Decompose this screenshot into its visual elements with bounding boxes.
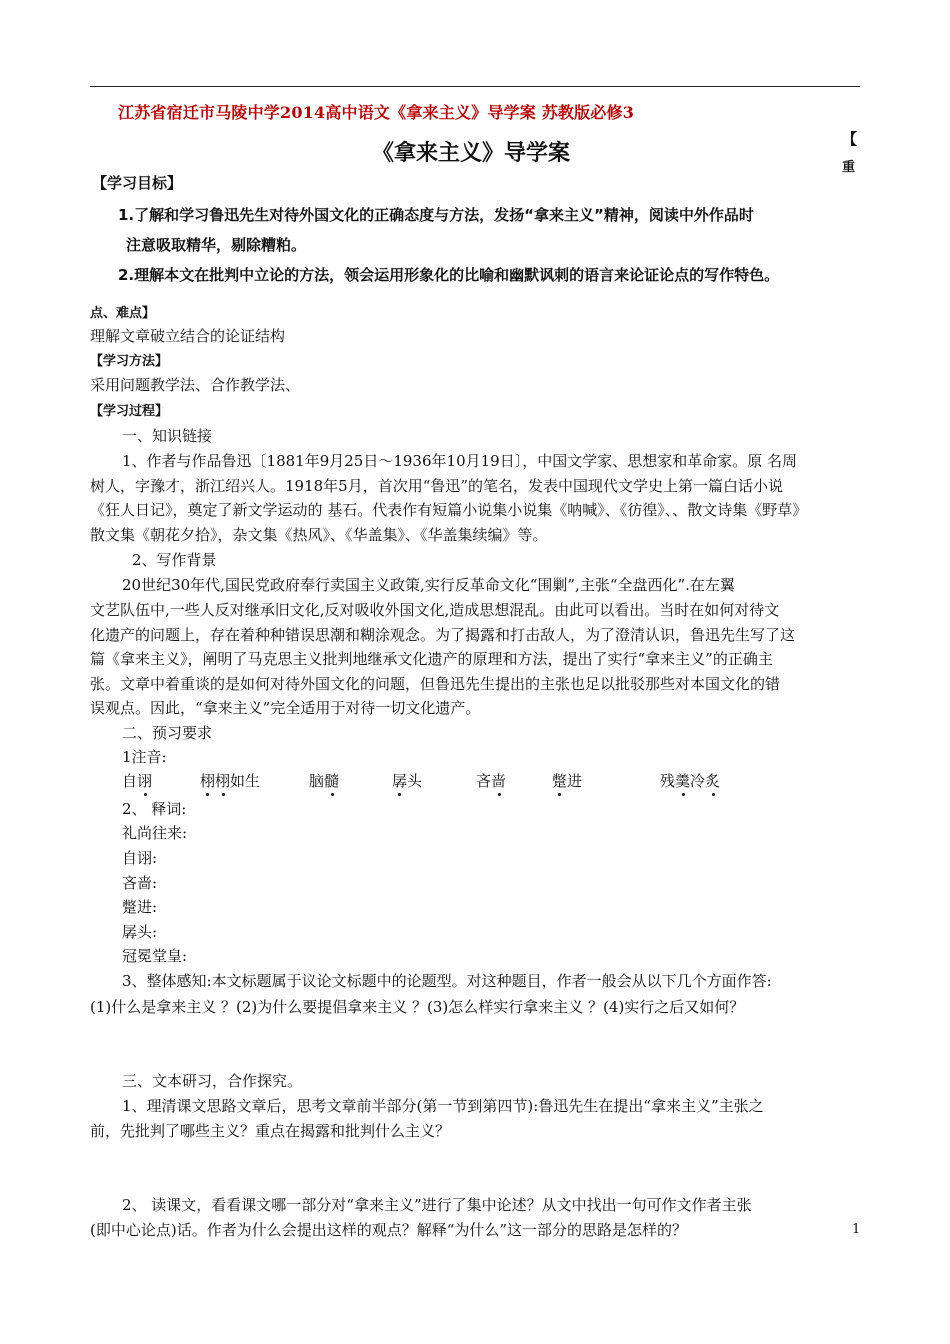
methods-text: 采用问题教学法、合作教学法、 [90, 376, 301, 394]
section-text-study: 三、文本研习，合作探究。 [122, 1072, 303, 1090]
background-paragraph-line: 张。文章中着重谈的是如何对待外国文化的问题，但鲁迅先生提出的主张也足以批驳那些对本国文化的错 [90, 675, 781, 693]
document-source-title: 江苏省宿迁市马陵中学2014高中语文《拿来主义》导学案 苏教版必修3 [118, 103, 635, 122]
definition-heading: 2、 释词: [122, 800, 187, 818]
pron-word: 吝啬 [476, 770, 506, 791]
author-paragraph-line: 散文集《朝花夕拾》，杂文集《热风》、《华盖集》、《华盖集续编》等。 [90, 526, 548, 544]
author-paragraph-line: 《狂人日记》，奠定了新文学运动的 基石。代表作有短篇小说集小说集《呐喊》、《彷徨》、、散文诗集《野草》 [90, 501, 808, 519]
margin-note-bracket: 【 [842, 130, 858, 148]
header-rule [90, 86, 860, 87]
key-points-text: 理解文章破立结合的论证结构 [90, 327, 286, 345]
pronunciation-heading: 1注音: [122, 748, 167, 766]
pron-word: 栩栩如生 [200, 770, 260, 791]
definition-item: 冠冕堂皇: [122, 947, 188, 965]
goal-item-2: 2.理解本文在批判中立论的方法，领会运用形象化的比喻和幽默讽刺的语言来论证论点的写作特色。 [118, 266, 780, 284]
section-preview: 二、预习要求 [122, 724, 213, 742]
page-number: 1 [852, 1222, 861, 1237]
document-title: 《拿来主义》导学案 [372, 141, 571, 166]
question-1-line: 1、理清课文思路文章后，思考文章前半部分(第一节到第四节):鲁迅先生在提出“拿来主义”主张之 [122, 1097, 764, 1115]
goal-item-1-cont: 注意吸取精华，剔除糟粕。 [126, 236, 307, 254]
author-paragraph-line: 1、作者与作品鲁迅〔1881年9月25日～1936年10月19日〕，中国文学家、思想家和革命家。原 名周 [122, 452, 797, 470]
background-heading: 2、写作背景 [132, 551, 217, 569]
pron-word: 脑髓 [309, 770, 339, 791]
background-paragraph-line: 20世纪30年代,国民党政府奉行卖国主义政策,实行反革命文化“围剿”,主张“全盘西化”.在左翼 [122, 576, 735, 594]
definition-item: 吝啬: [122, 874, 158, 892]
pron-word: 孱头 [392, 770, 422, 791]
definition-item: 孱头: [122, 923, 158, 941]
definition-item: 礼尚往来: [122, 824, 188, 842]
overview-line: (1)什么是拿来主义 ？(2)为什么要提倡拿来主义 ？(3)怎么样实行拿来主义 ？(4)实行之后又如何？ [90, 998, 745, 1016]
overview-line: 3、整体感知:本文标题属于议论文标题中的论题型。对这种题目，作者一般会从以下几个方面作答: [122, 972, 772, 990]
question-2-line: 2、 读课文，看看课文哪一部分对“拿来主义”进行了集中论述？从文中找出一句可作文作者主张 [122, 1196, 752, 1214]
key-points-heading: 点、难点】 [90, 306, 156, 321]
background-paragraph-line: 篇《拿来主义》，阐明了马克思主义批判地继承文化遗产的原理和方法，提出了实行“拿来主义”的正确主 [90, 650, 773, 668]
background-paragraph-line: 文艺队伍中,一些人反对继承旧文化,反对吸收外国文化,造成思想混乱。由此可以看出。当时在如何对待文 [90, 601, 780, 619]
pron-word: 自诩 [122, 770, 152, 791]
question-2-line: (即中心论点)话。作者为什么会提出这样的观点？解释“为什么”这一部分的思路是怎样的？ [90, 1221, 688, 1239]
section-knowledge-link: 一、知识链接 [122, 427, 213, 445]
goal-item-1: 1.了解和学习鲁迅先生对待外国文化的正确态度与方法，发扬“拿来主义”精神，阅读中外作品时 [118, 206, 754, 224]
author-paragraph-line: 树人，字豫才，浙江绍兴人。1918年5月，首次用“鲁迅”的笔名，发表中国现代文学史上第一篇白话小说 [90, 477, 784, 495]
process-heading: 【学习过程】 [90, 404, 169, 419]
methods-heading: 【学习方法】 [90, 354, 169, 369]
background-paragraph-line: 化遗产的问题上，存在着种种错误思潮和糊涂观念。为了揭露和打击敌人，为了澄清认识，鲁迅先生写了这 [90, 626, 796, 644]
definition-item: 自诩: [122, 849, 158, 867]
definition-item: 蹩进: [122, 898, 158, 916]
background-paragraph-line: 误观点。因此，“拿来主义”完全适用于对待一切文化遗产。 [90, 699, 481, 717]
goals-heading: 【学习目标】 [92, 174, 183, 192]
margin-note-char: 重 [842, 160, 856, 175]
question-1-line: 前，先批判了哪些主义？重点在揭露和批判什么主义？ [90, 1122, 451, 1140]
pron-word: 残羹冷炙 [660, 770, 720, 791]
pron-word: 蹩进 [552, 770, 582, 791]
